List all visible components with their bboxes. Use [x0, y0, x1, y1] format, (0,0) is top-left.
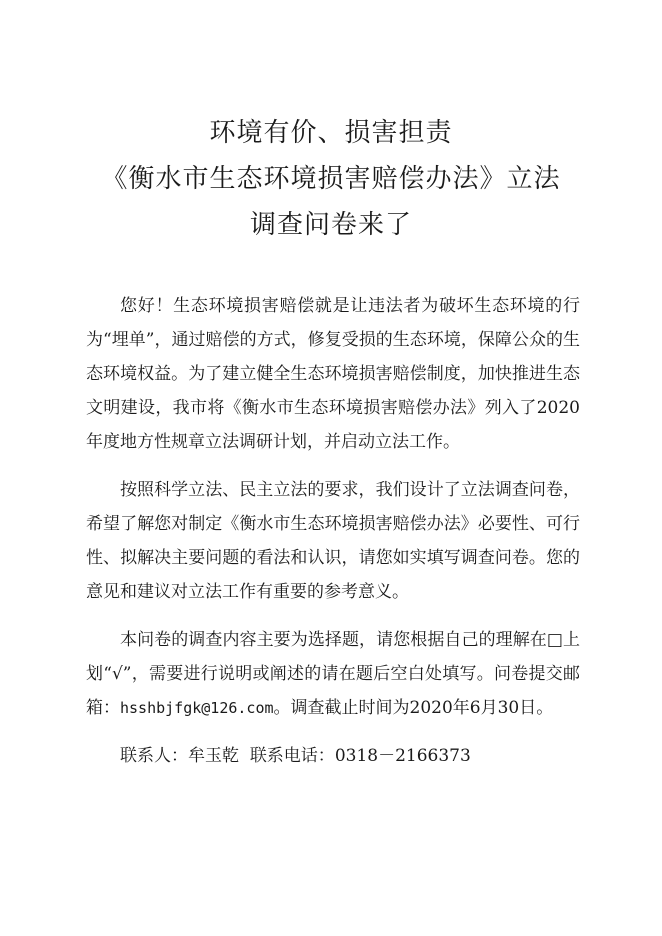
intro-paragraph: 您好！生态环境损害赔偿就是让违法者为破坏生态环境的行为“埋单”，通过赔偿的方式，修复受损的生态环境，保障公众的生态环境权益。为了建立健全生态环境损害赔偿制度，加快推进生态文明建设，我市将《衡水市生态环境损害赔偿办法》列入了2020年度地方性规章立法调研计划，并启动立法工作。 [86, 296, 580, 452]
instructions-paragraph [86, 623, 580, 725]
instructions-text: 本问卷的调查内容主要为选择题，请您根据自己的理解在□上划“√”，需要进行说明或阐述的请在题后空白处填写。问卷提交邮箱： [86, 630, 580, 718]
document-body [86, 289, 580, 773]
contact-person: 牟玉乾 [188, 746, 239, 766]
contact-person-label: 联系人： [120, 746, 188, 766]
submission-email: hsshbjfgk@126.com [120, 699, 274, 717]
contact-phone: 0318－2166373 [334, 746, 471, 766]
contact-phone-label: 联系电话： [249, 746, 335, 766]
title-line-1: 环境有价、损害担责 [209, 118, 453, 148]
purpose-paragraph: 按照科学立法、民主立法的要求，我们设计了立法调查问卷，希望了解您对制定《衡水市生态环境损害赔偿办法》必要性、可行性、拟解决主要问题的看法和认识，请您如实填写调查问卷。您的意见和建议对立法工作有重要的参考意义。 [86, 480, 580, 602]
title-line-2: 《衡水市生态环境损害赔偿办法》立法 [101, 164, 561, 194]
title-line-3: 调查问卷来了 [249, 210, 412, 240]
contact-line [86, 739, 580, 773]
deadline-text: 。调查截止时间为2020年6月30日。 [273, 698, 554, 718]
document-title [0, 110, 662, 248]
